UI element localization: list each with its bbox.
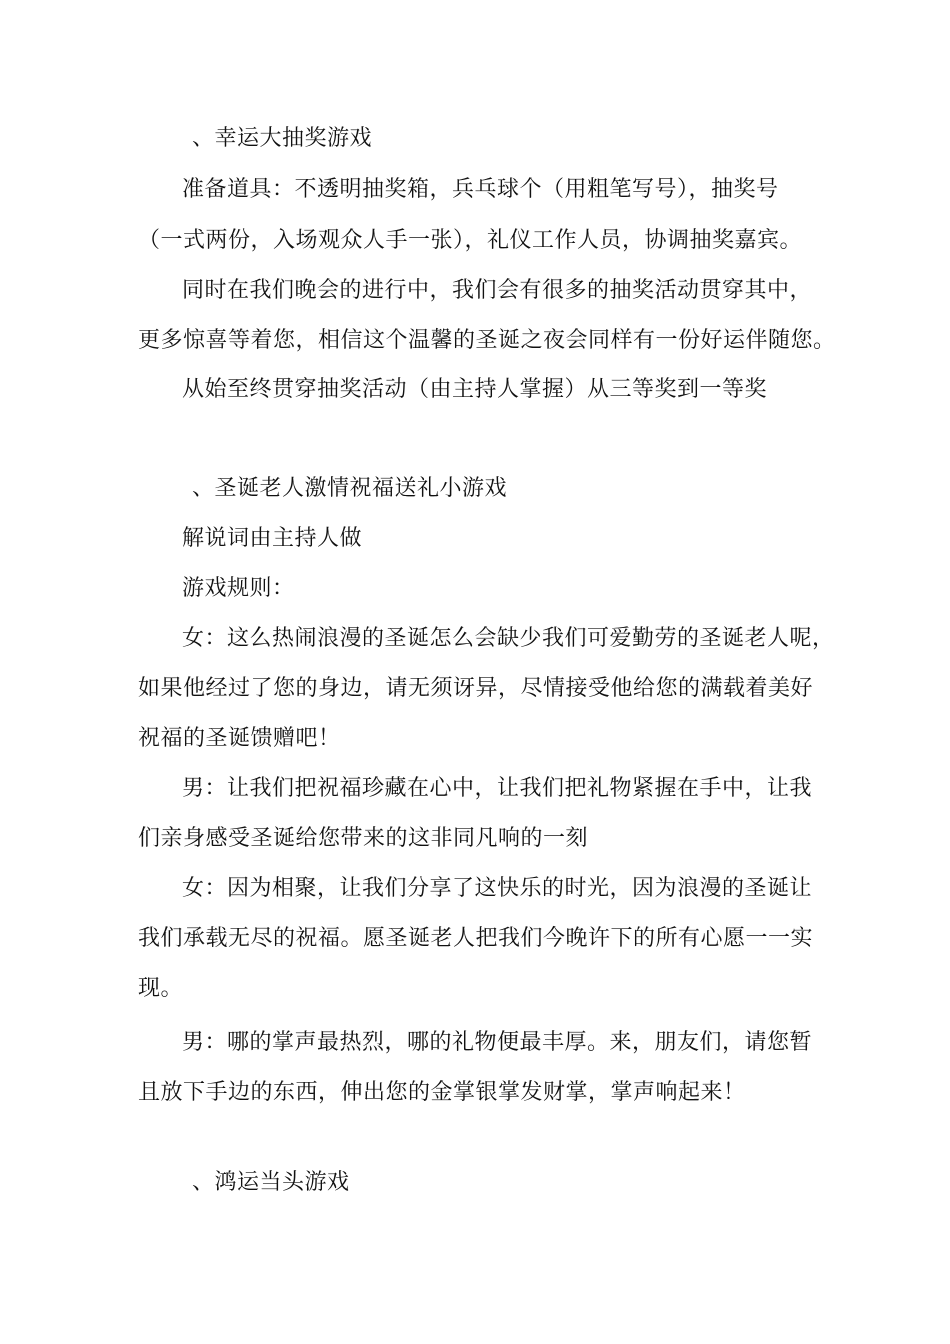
paragraph-line: 祝福的圣诞馈赠吧！: [138, 726, 341, 751]
paragraph-line: 解说词由主持人做: [182, 526, 363, 551]
paragraph-line: 游戏规则：: [182, 576, 295, 601]
paragraph-line: 如果他经过了您的身边，请无须讶异，尽情接受他给您的满载着美好: [138, 676, 814, 701]
paragraph-line: 准备道具：不透明抽奖箱，兵乓球个（用粗笔写号），抽奖号: [182, 177, 779, 202]
paragraph-line: 我们承载无尽的祝福。愿圣诞老人把我们今晚许下的所有心愿一一实: [138, 926, 814, 951]
paragraph-line: 女：因为相聚，让我们分享了这快乐的时光，因为浪漫的圣诞让: [182, 876, 813, 901]
paragraph-line: 男：哪的掌声最热烈，哪的礼物便最丰厚。来，朋友们，请您暂: [182, 1030, 813, 1055]
section-heading: 、圣诞老人激情祝福送礼小游戏: [192, 476, 508, 501]
paragraph-line: 且放下手边的东西，伸出您的金掌银掌发财掌，掌声响起来！: [138, 1080, 746, 1105]
paragraph-line: 现。: [138, 976, 184, 1001]
paragraph-line: 女：这么热闹浪漫的圣诞怎么会缺少我们可爱勤劳的圣诞老人呢，: [182, 626, 835, 651]
paragraph-line: （一式两份，入场观众人手一张），礼仪工作人员，协调抽奖嘉宾。: [138, 228, 803, 253]
section-heading: 、幸运大抽奖游戏: [192, 126, 373, 151]
paragraph-line: 男：让我们把祝福珍藏在心中，让我们把礼物紧握在手中，让我: [182, 776, 813, 801]
paragraph-line: 更多惊喜等着您，相信这个温馨的圣诞之夜会同样有一份好运伴随您。: [138, 328, 836, 353]
section-heading: 、鸿运当头游戏: [192, 1170, 350, 1195]
paragraph-line: 从始至终贯穿抽奖活动（由主持人掌握）从三等奖到一等奖: [182, 377, 768, 402]
paragraph-line: 同时在我们晚会的进行中，我们会有很多的抽奖活动贯穿其中，: [182, 278, 813, 303]
paragraph-line: 们亲身感受圣诞给您带来的这非同凡响的一刻: [138, 826, 589, 851]
